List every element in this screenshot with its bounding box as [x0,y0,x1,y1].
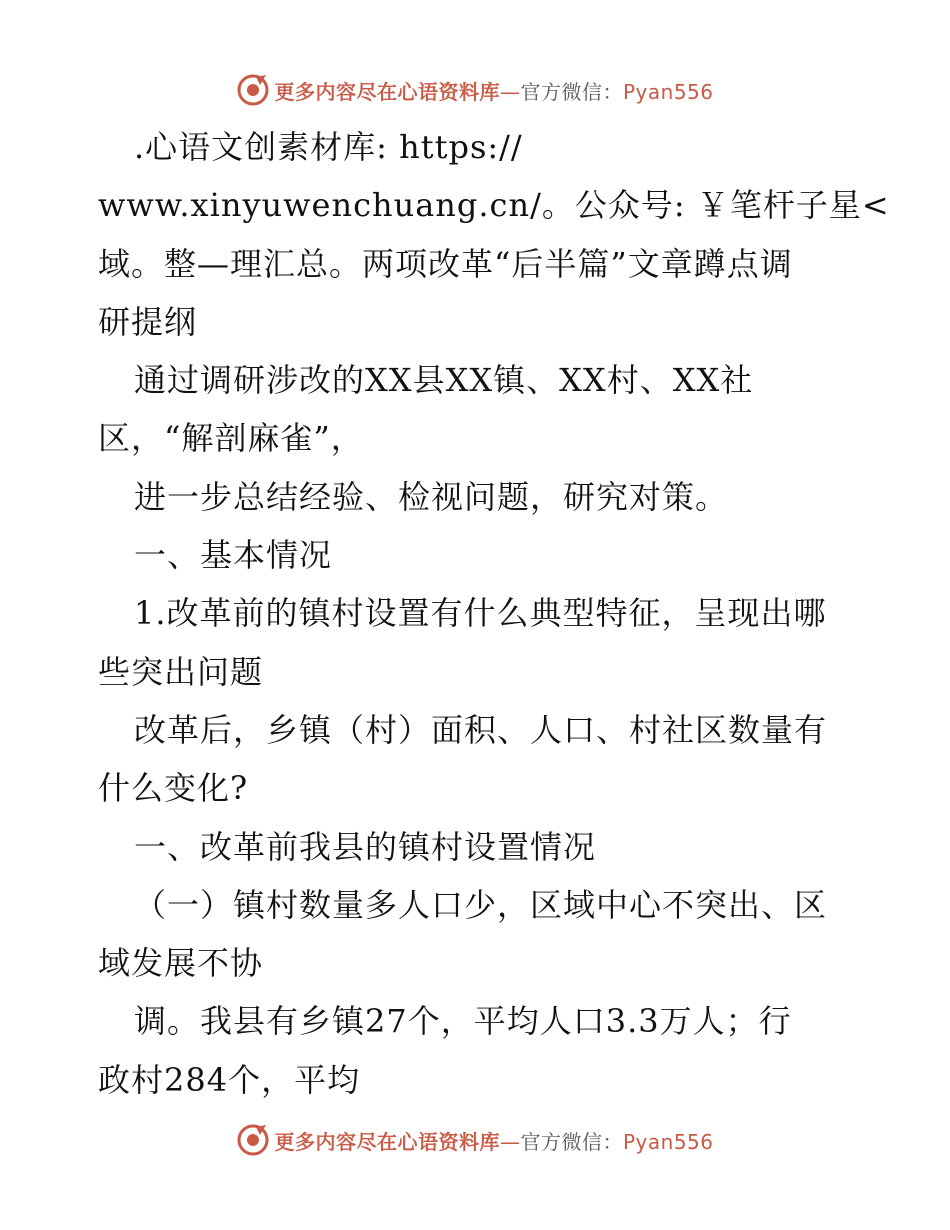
section-heading: 一、改革前我县的镇村设置情况 [134,827,597,866]
body-line: 域发展不协 [98,944,264,983]
body-line: 通过调研涉改的XX县XX镇、XX村、XX社 [134,361,754,400]
body-line: 研提纲 [98,302,198,341]
watermark-label: 官方微信： [520,1129,623,1154]
body-line: www.xinyuwenchuang.cn/。公众号: ￥笔杆子星< [98,186,890,225]
watermark-dash: — [499,79,521,104]
header-watermark [0,70,950,110]
body-line: 域。整—理汇总。两项改革“后半篇”文章蹲点调 [98,244,793,283]
pen-circle-logo-icon [236,1123,270,1157]
body-line: 进一步总结经验、检视问题，研究对策。 [134,477,729,516]
pen-circle-logo-icon [236,73,270,107]
body-line: 1.改革前的镇村设置有什么典型特征，呈现出哪 [134,594,827,633]
watermark-brand: 更多内容尽在心语资料库 [274,1129,500,1154]
body-line: 什么变化? [98,769,249,808]
document-body [98,118,890,1109]
section-heading: 一、基本情况 [134,536,333,575]
body-line: 调。我县有乡镇27个，平均人口3.3万人；行 [134,1002,792,1041]
watermark-dash: — [499,1129,521,1154]
watermark-account: Pyan556 [622,1129,714,1154]
footer-watermark [0,1120,950,1160]
watermark-account: Pyan556 [622,79,714,104]
body-line: 区，“解剖麻雀”， [98,419,364,458]
watermark-label: 官方微信： [520,79,623,104]
body-line: 些突出问题 [98,652,264,691]
body-line: 政村284个，平均 [98,1060,361,1099]
body-line: 改革后，乡镇（村）面积、人口、村社区数量有 [134,710,828,749]
body-line: （一）镇村数量多人口少，区域中心不突出、区 [134,885,828,924]
body-line: .心语文创素材库: https:// [134,128,523,166]
watermark-brand: 更多内容尽在心语资料库 [274,79,500,104]
